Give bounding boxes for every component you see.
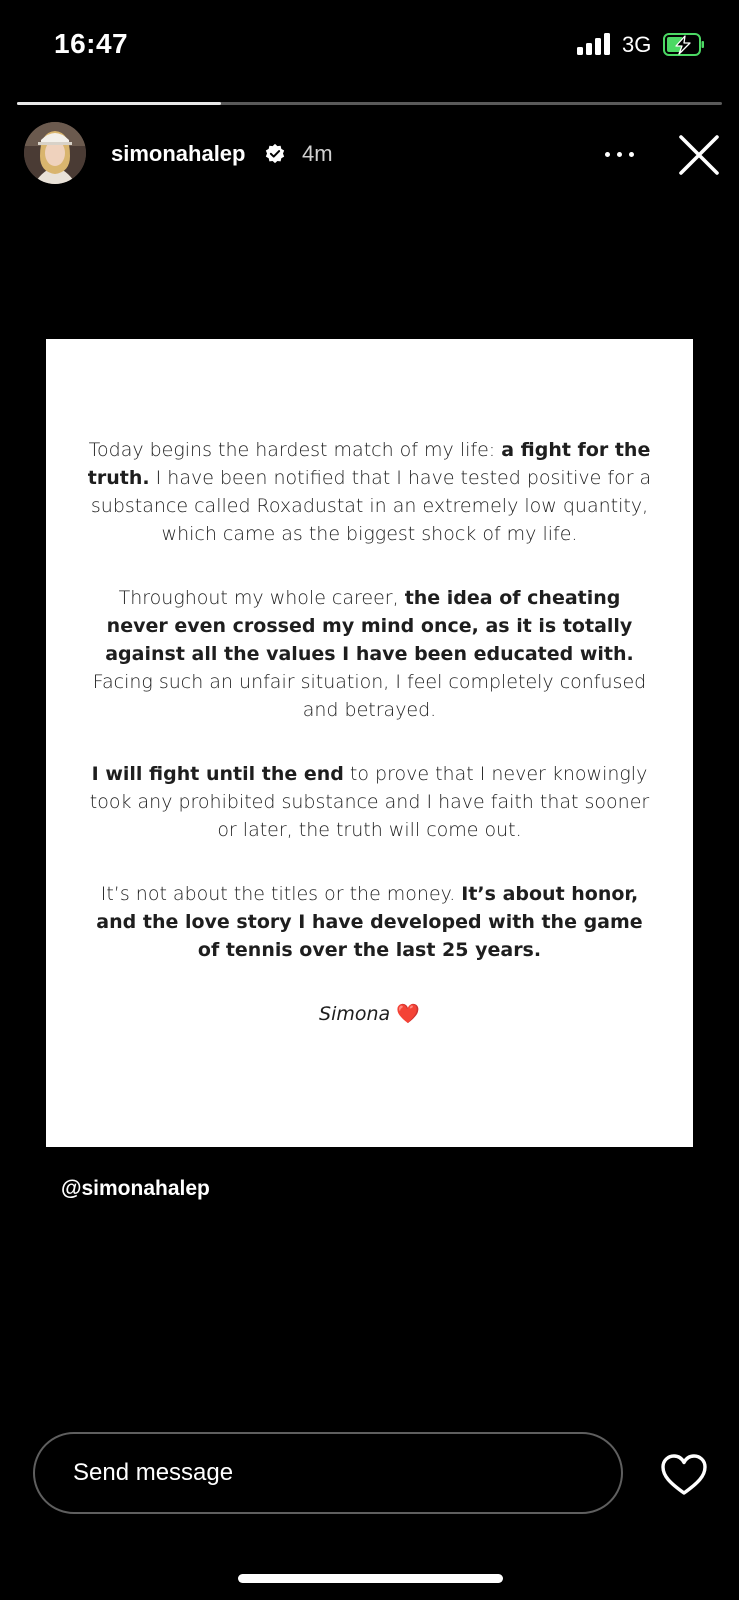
status-bar [0, 0, 739, 90]
story-post-card [46, 339, 693, 1147]
post-text-bold: It’s about honor, and the love story I have developed with the game of tennis over the last 25 years. [96, 883, 643, 961]
verified-badge-icon [264, 143, 286, 165]
close-icon[interactable] [678, 134, 720, 176]
post-text: Throughout my whole career, [118, 587, 405, 609]
home-indicator[interactable] [238, 1574, 503, 1583]
post-paragraph [86, 436, 653, 548]
post-text-bold: I will fight until the end [91, 763, 344, 785]
post-statement [86, 436, 653, 1064]
heart-outline-icon[interactable] [660, 1453, 708, 1497]
post-paragraphs [86, 436, 653, 964]
send-message-input[interactable] [73, 1452, 573, 1494]
red-heart-emoji: ❤️ [396, 1003, 420, 1025]
more-dots-icon[interactable] [600, 139, 640, 169]
avatar[interactable] [24, 122, 86, 184]
story-username[interactable]: simonahalep [111, 141, 246, 166]
cellular-signal-icon [577, 33, 615, 55]
post-text-bold: the idea of cheating never even crossed my mind once, as it is totally against all the values I have been educated with. [105, 587, 634, 665]
post-paragraph [86, 584, 653, 724]
post-text: Facing such an unfair situation, I feel completely confused and betrayed. [92, 671, 647, 721]
post-text: to prove that I never knowingly took any prohibited substance and I have faith that sooner or later, the truth will come out. [89, 763, 650, 841]
post-text: Today begins the hardest match of my life: [88, 439, 502, 461]
post-paragraph [86, 880, 653, 964]
story-age: 4m [302, 141, 333, 166]
battery-charging-icon [663, 33, 705, 56]
status-time: 16:47 [54, 28, 129, 59]
mention-sticker[interactable]: @simonahalep [61, 1177, 210, 1200]
story-progress-fill [17, 102, 221, 105]
post-signature-line [86, 1000, 653, 1028]
post-signature: Simona [319, 1003, 391, 1025]
reply-box[interactable] [33, 1432, 623, 1514]
post-text: It’s not about the titles or the money. [100, 883, 462, 905]
post-text: I have been notified that I have tested positive for a substance called Roxadustat in an extremely low quantity, which came as the biggest shock of my life. [90, 467, 652, 545]
network-type: 3G [622, 32, 652, 57]
avatar-photo [24, 122, 86, 184]
post-paragraph [86, 760, 653, 844]
post-text-bold: a fight for the truth. [87, 439, 651, 489]
story-progress-bar [17, 102, 722, 105]
